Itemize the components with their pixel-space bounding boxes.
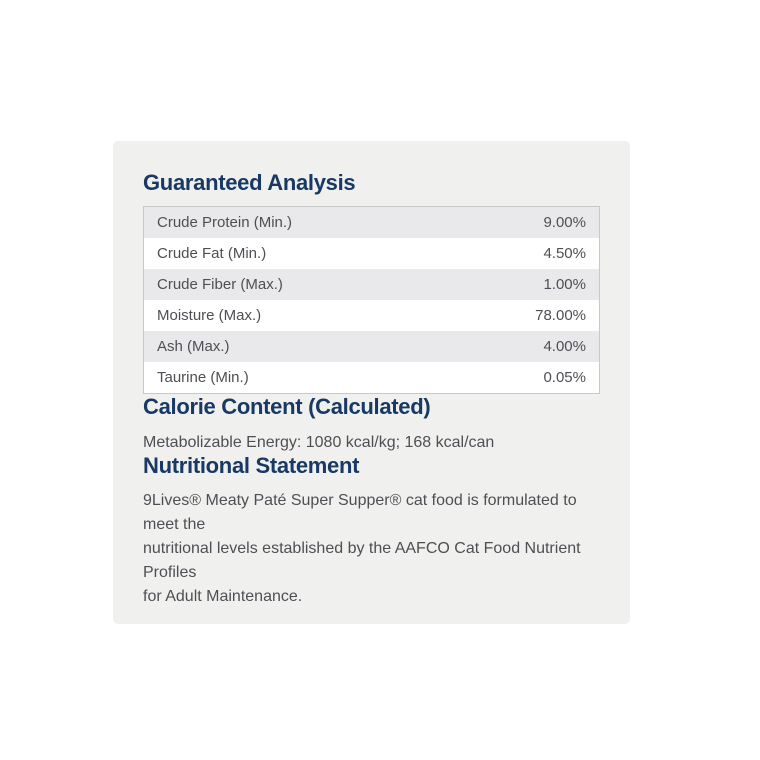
- nutrient-label: Crude Protein (Min.): [157, 214, 293, 231]
- nutritional-statement-heading: Nutritional Statement: [143, 453, 360, 478]
- table-row: [144, 362, 599, 393]
- nutrient-label: Ash (Max.): [157, 338, 230, 355]
- statement-line: 9Lives® Meaty Paté Super Supper® cat food is formulated to meet the: [143, 492, 577, 533]
- nutrient-label: Moisture (Max.): [157, 307, 262, 324]
- nutrient-value: 0.05%: [543, 369, 586, 386]
- nutrition-info-panel: [113, 141, 630, 624]
- guaranteed-analysis-table: [143, 206, 600, 394]
- statement-line: nutritional levels established by the AAFCO Cat Food Nutrient Profiles: [143, 540, 581, 581]
- nutritional-statement-text: [143, 489, 600, 609]
- nutrient-label: Crude Fat (Min.): [157, 245, 267, 262]
- nutrient-value: 4.50%: [543, 245, 586, 262]
- nutrient-value: 4.00%: [543, 338, 586, 355]
- table-row: [144, 269, 599, 300]
- nutrient-label: Taurine (Min.): [157, 369, 249, 386]
- table-row: [144, 331, 599, 362]
- nutrient-value: 1.00%: [543, 276, 586, 293]
- table-row: [144, 238, 599, 269]
- nutrient-value: 78.00%: [535, 307, 586, 324]
- nutrient-value: 9.00%: [543, 214, 586, 231]
- calorie-content-text: Metabolizable Energy: 1080 kcal/kg; 168 kcal/can: [143, 434, 495, 451]
- table-row: [144, 300, 599, 331]
- nutrient-label: Crude Fiber (Max.): [157, 276, 283, 293]
- table-row: [144, 207, 599, 238]
- statement-line: for Adult Maintenance.: [143, 588, 303, 605]
- calorie-content-heading: Calorie Content (Calculated): [143, 394, 431, 419]
- guaranteed-analysis-heading: Guaranteed Analysis: [143, 170, 356, 195]
